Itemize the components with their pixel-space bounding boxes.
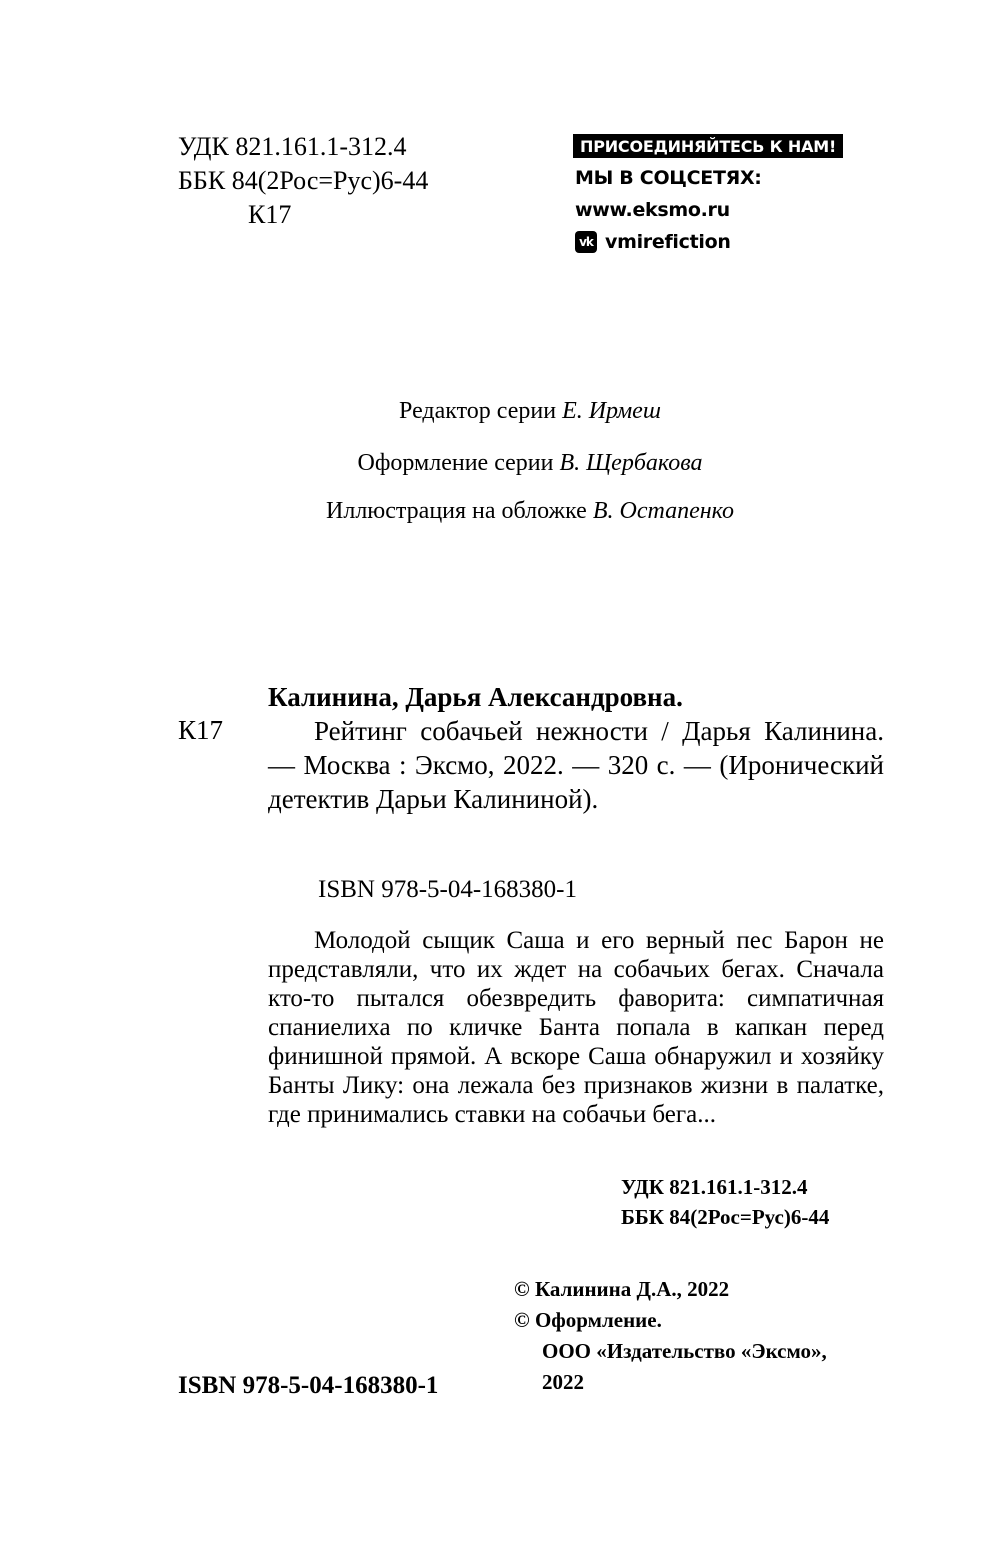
copyright-author: © Калинина Д.А., 2022 (514, 1277, 730, 1301)
vk-link[interactable] (575, 226, 843, 258)
udk-code: УДК 821.161.1-312.4 (178, 132, 407, 161)
entry-author: Калинина, Дарья Александровна. (268, 682, 683, 712)
copyright-publisher: ООО «Издательство «Эксмо», (542, 1339, 827, 1363)
series-editor-credit (0, 398, 1000, 425)
series-design-label: Оформление серии (357, 450, 554, 476)
copyright-design: © Оформление. (514, 1308, 662, 1332)
cover-illustration-name: В. Остапенко (592, 498, 734, 524)
series-editor-name: Е. Ирмеш (562, 398, 661, 424)
annotation: Молодой сыщик Саша и его верный пес Барон не представляли, что их ждет на собачьих бегах. Сначала кто-то пытался обезвредить фаворита: симпатичная спаниелиха по кличке Банта попала в капкан перед финишной прямой. А вскоре Саша обнаружил и хозяйку Банты Лику: она лежала без признаков жизни в палатке, где принимались ставки на собачьи бега... (268, 927, 884, 1128)
bbk-code: ББК 84(2Рос=Рус)6-44 (178, 166, 429, 195)
copyright-year: 2022 (542, 1370, 584, 1394)
series-design-credit (0, 450, 1000, 477)
classification-block (178, 130, 428, 232)
vk-icon: vk (575, 231, 597, 253)
join-us-banner: ПРИСОЕДИНЯЙТЕСЬ К НАМ! (573, 134, 843, 158)
footer-bbk: ББК 84(2Рос=Рус)6-44 (621, 1205, 830, 1229)
entry-description: Рейтинг собачьей нежности / Дарья Калинина. — Москва : Эксмо, 2022. — 320 с. — (Иронический детектив Дарьи Калининой). (268, 716, 884, 814)
social-block (573, 137, 843, 258)
cover-illustration-credit (0, 498, 1000, 525)
vk-handle: vmirefiction (605, 231, 731, 253)
copyright-block (514, 1274, 827, 1398)
isbn-bottom: ISBN 978-5-04-168380-1 (178, 1372, 439, 1399)
entry-isbn: ISBN 978-5-04-168380-1 (318, 876, 578, 903)
website-link[interactable]: www.eksmo.ru (575, 199, 730, 221)
author-mark: К17 (248, 200, 292, 229)
entry-author-mark: К17 (178, 715, 224, 745)
footer-classification (621, 1172, 829, 1232)
series-design-name: В. Щербакова (559, 450, 703, 476)
footer-udk: УДК 821.161.1-312.4 (621, 1175, 808, 1199)
cover-illustration-label: Иллюстрация на обложке (326, 498, 587, 524)
social-subtitle: МЫ В СОЦСЕТЯХ: (575, 167, 762, 189)
series-editor-label: Редактор серии (399, 398, 557, 424)
